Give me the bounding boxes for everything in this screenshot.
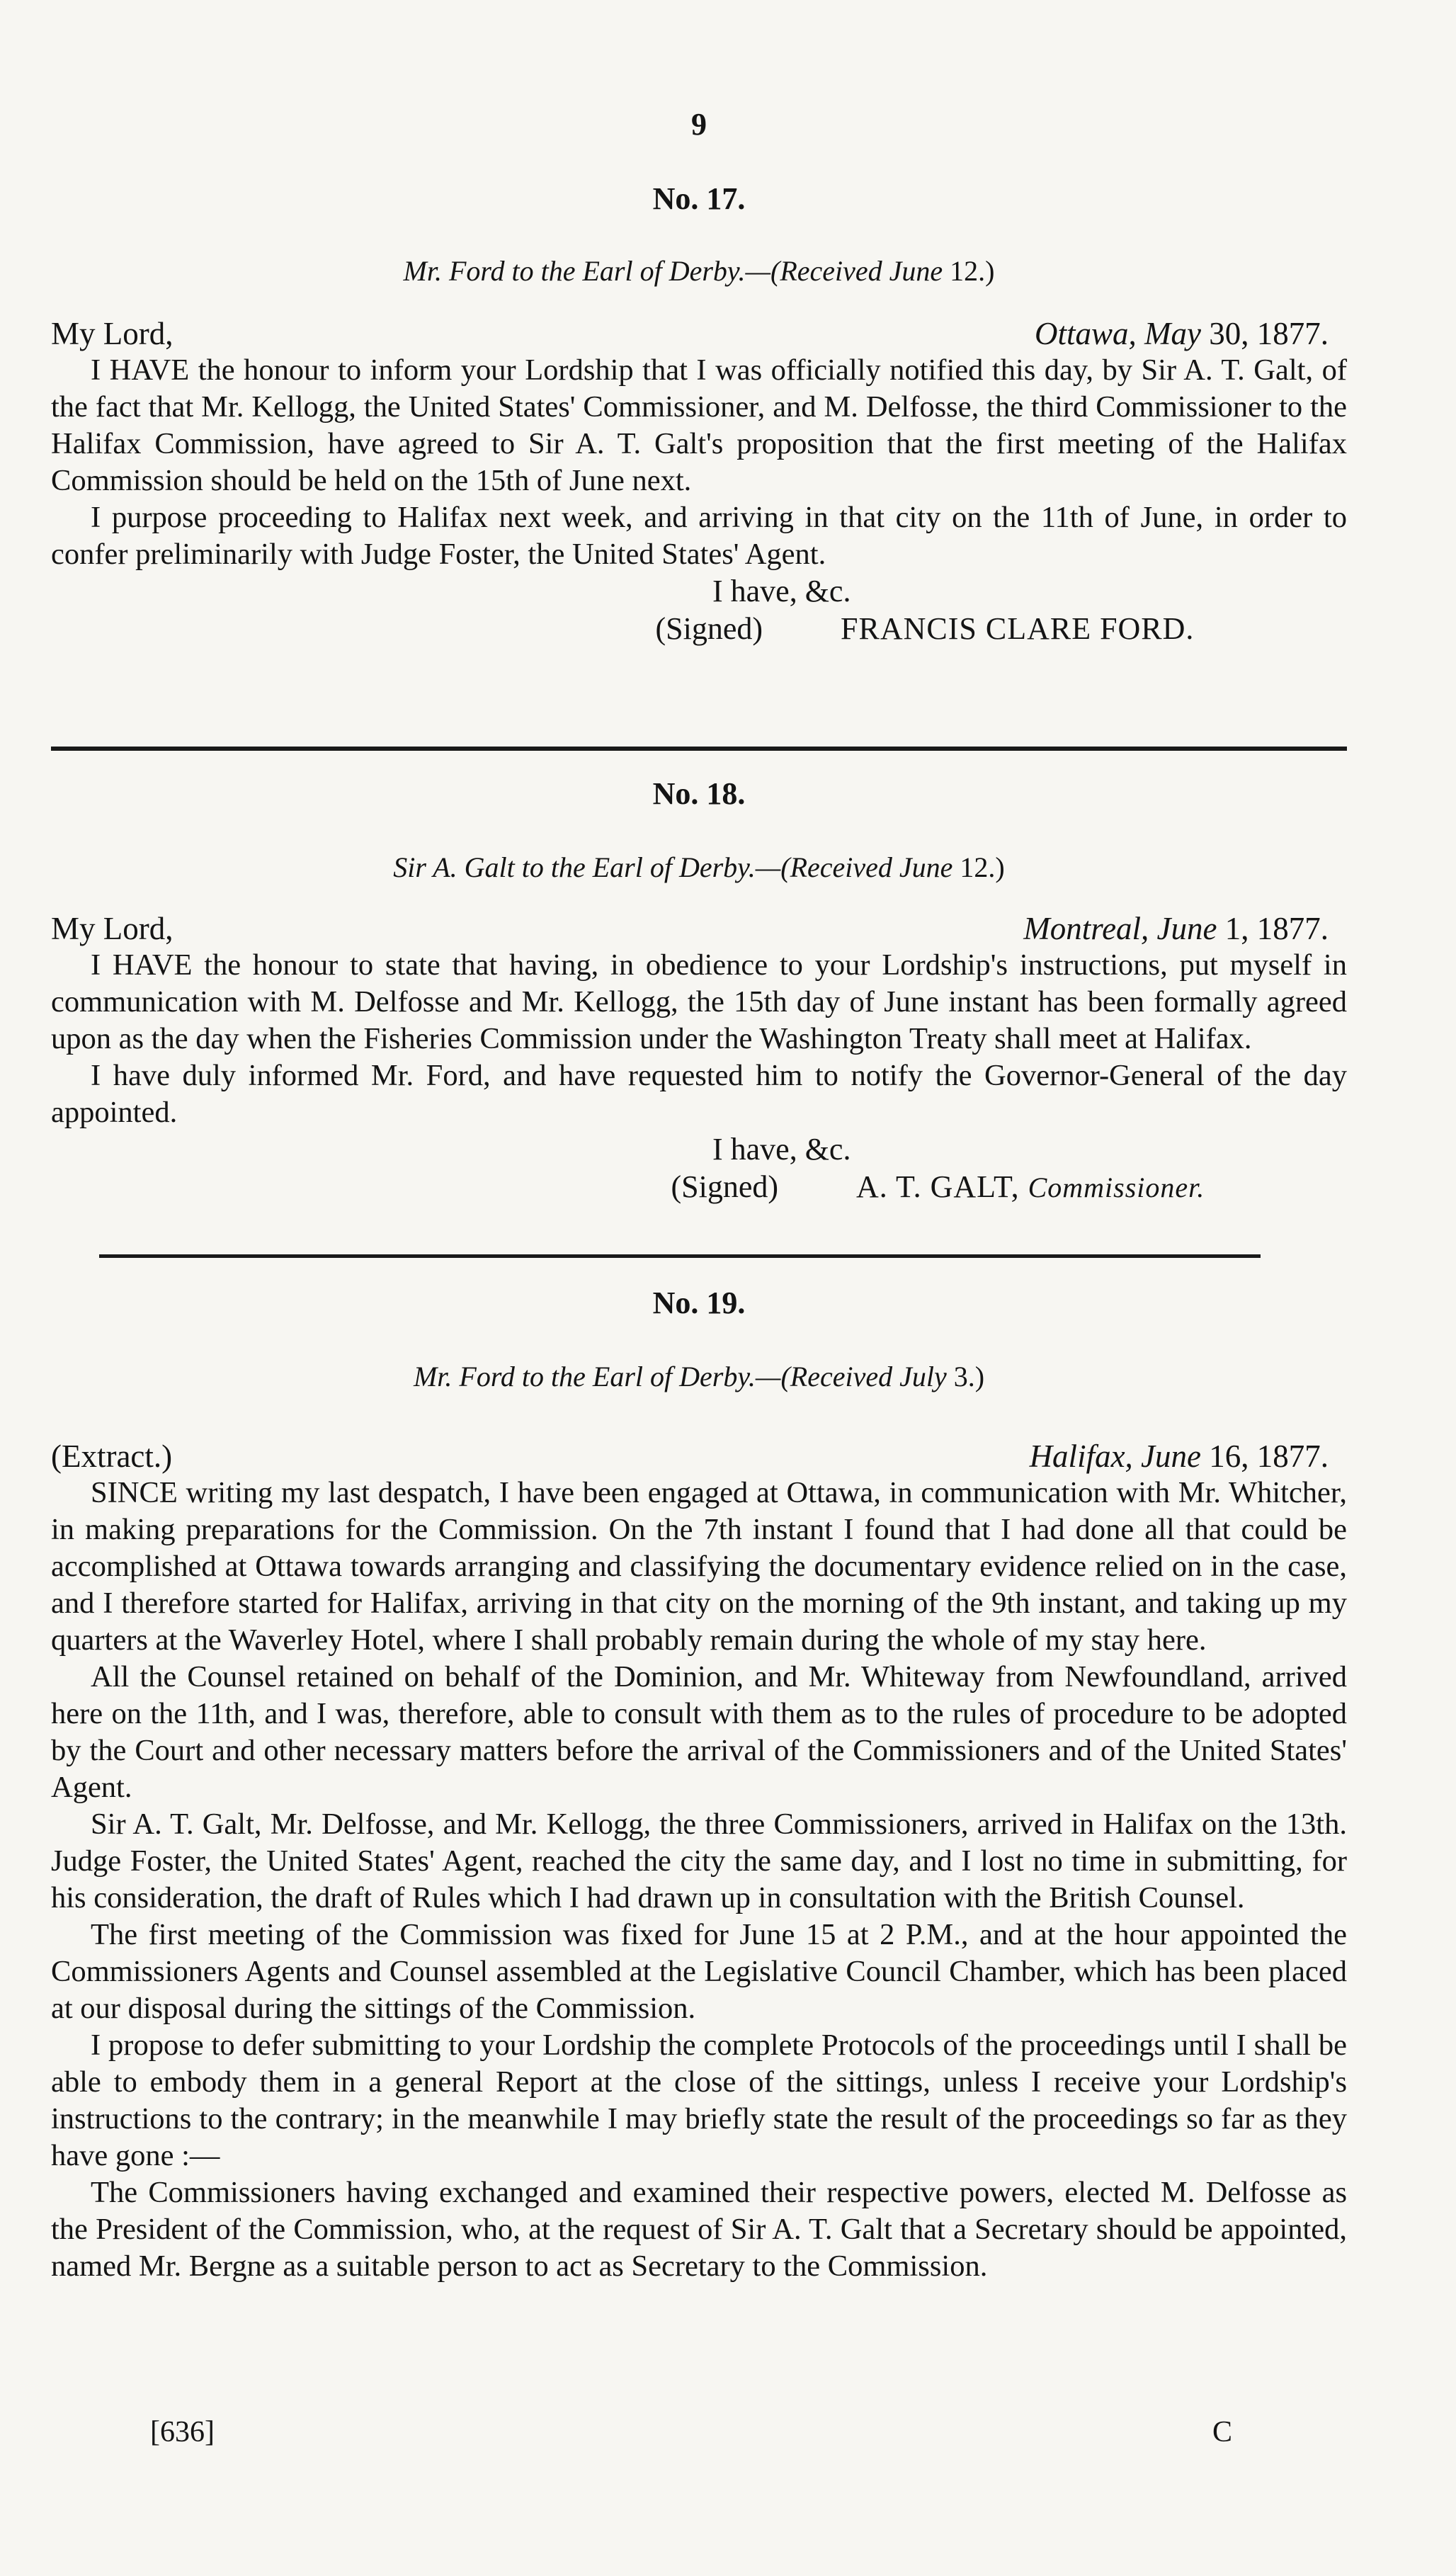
- paragraph: SINCE writing my last despatch, I have been engaged at Ottawa, in communication with Mr. Whitcher, in making preparations for the Commission. On the 7th instant I found that I had done all that could be accomplished at Ottawa towards arranging and classifying the documentary evidence relied on in the case, and I therefore started for Halifax, arriving in that city on the morning of the 9th instant, and taking up my quarters at the Waverley Hotel, where I shall probably remain during the whole of my stay here.: [51, 1476, 1347, 1657]
- paragraph: The Commissioners having exchanged and examined their respective powers, elected M. Delfosse as the President of the Commission, who, at the request of Sir A. T. Galt that a Secretary should be appointed, named Mr. Bergne as a suitable person to act as Secretary to the Commission.: [51, 2176, 1347, 2283]
- title-text: Sir A. Galt to the Earl of Derby.—(Received June: [393, 851, 953, 883]
- title-date: 12.): [943, 255, 995, 287]
- signer-role: Commissioner.: [1028, 1171, 1205, 1203]
- signer-text: A. T. GALT,: [856, 1169, 1020, 1204]
- title-text: Mr. Ford to the Earl of Derby.—(Received July: [413, 1361, 947, 1392]
- document-number: No. 18.: [652, 776, 746, 811]
- document-17: [51, 181, 1347, 648]
- salutation: My Lord,: [51, 911, 174, 946]
- place-date: [1035, 315, 1347, 352]
- page-number: 9: [691, 107, 707, 142]
- salutation: My Lord,: [51, 316, 174, 351]
- document-title: [51, 851, 1347, 893]
- document-19: [51, 1285, 1347, 2285]
- title-text: Mr. Ford to the Earl of Derby.—(Received June: [403, 255, 943, 287]
- closing: [51, 1131, 1347, 1168]
- document-title: [51, 254, 1347, 297]
- signed-label: (Signed): [671, 1169, 778, 1204]
- place: Ottawa, May: [1035, 316, 1201, 351]
- document-number: No. 19.: [652, 1286, 746, 1320]
- place-date: [1030, 1438, 1347, 1475]
- date: 16, 1877.: [1201, 1439, 1329, 1474]
- place: Halifax, June: [1029, 1439, 1201, 1474]
- date: 30, 1877.: [1201, 316, 1329, 351]
- signer-name: [778, 1168, 1205, 1207]
- signature-mark: C: [1212, 2416, 1233, 2449]
- paragraph: The first meeting of the Commission was fixed for June 15 at 2 P.M., and at the hour appointed the Commissioners Agents and Counsel assembled at the Legislative Council Chamber, which has been placed at our disposal during the sittings of the Commission.: [51, 1918, 1347, 2025]
- paragraph: I propose to defer submitting to your Lordship the complete Protocols of the proceedings until I shall be able to embody them in a general Report at the close of the sittings, unless I receive your Lordship's instructions to the contrary; in the meanwhile I may briefly state the result of the proceedings so far as they have gone :—: [51, 2029, 1347, 2172]
- paragraph: I HAVE the honour to inform your Lordship that I was officially notified this day, by Sir A. T. Galt, of the fact that Mr. Kellogg, the United States' Commissioner, and M. Delfosse, the third Commissioner to the Halifax Commission, have agreed to Sir A. T. Galt's proposition that the first meeting of the Halifax Commission should be held on the 15th of June next.: [51, 353, 1347, 497]
- printer-reference: [636]: [150, 2416, 215, 2449]
- document-title: [51, 1360, 1347, 1402]
- paragraph: Sir A. T. Galt, Mr. Delfosse, and Mr. Kellogg, the three Commissioners, arrived in Halifax on the 13th. Judge Foster, the United States' Agent, reached the city the same day, and I lost no time in submitting, for his consideration, the draft of Rules which I had drawn up in consultation with the British Counsel.: [51, 1808, 1347, 1914]
- section-divider: [99, 1254, 1261, 1258]
- closing-text: I have, &c.: [712, 1132, 851, 1167]
- paragraph: I purpose proceeding to Halifax next week, and arriving in that city on the 11th of June, in order to confer preliminarily with Judge Foster, the United States' Agent.: [51, 501, 1347, 571]
- signer-name: FRANCIS CLARE FORD.: [841, 611, 1195, 646]
- place-date: [1023, 910, 1347, 947]
- dateline: [51, 315, 1347, 352]
- place: Montreal, June: [1023, 911, 1217, 946]
- paragraph: All the Counsel retained on behalf of the Dominion, and Mr. Whiteway from Newfoundland, arrived here on the 11th, and I was, therefore, able to consult with them as to the rules of procedure to be adopted by the Court and other necessary matters before the arrival of the Commissioners and of the United States' Agent.: [51, 1660, 1347, 1804]
- paragraph: I have duly informed Mr. Ford, and have requested him to notify the Governor-General of the day appointed.: [51, 1059, 1347, 1129]
- dateline: [51, 1438, 1347, 1475]
- title-date: 3.): [946, 1361, 985, 1392]
- signature-line: [51, 1168, 1347, 1207]
- dateline: [51, 910, 1347, 947]
- salutation: (Extract.): [51, 1439, 173, 1474]
- title-date: 12.): [952, 851, 1005, 883]
- closing: [51, 573, 1347, 610]
- paragraph: I HAVE the honour to state that having, in obedience to your Lordship's instructions, put myself in communication with M. Delfosse and Mr. Kellogg, the 15th day of June instant has been formally agreed upon as the day when the Fisheries Commission under the Washington Treaty shall meet at Halifax.: [51, 948, 1347, 1055]
- date: 1, 1877.: [1217, 911, 1329, 946]
- document-18: [51, 776, 1347, 1207]
- closing-text: I have, &c.: [712, 574, 851, 608]
- document-number: No. 17.: [652, 181, 746, 216]
- section-divider: [51, 747, 1347, 751]
- signature-line: [51, 610, 1347, 648]
- signed-label: (Signed): [655, 611, 763, 646]
- document-page: [51, 0, 1347, 2576]
